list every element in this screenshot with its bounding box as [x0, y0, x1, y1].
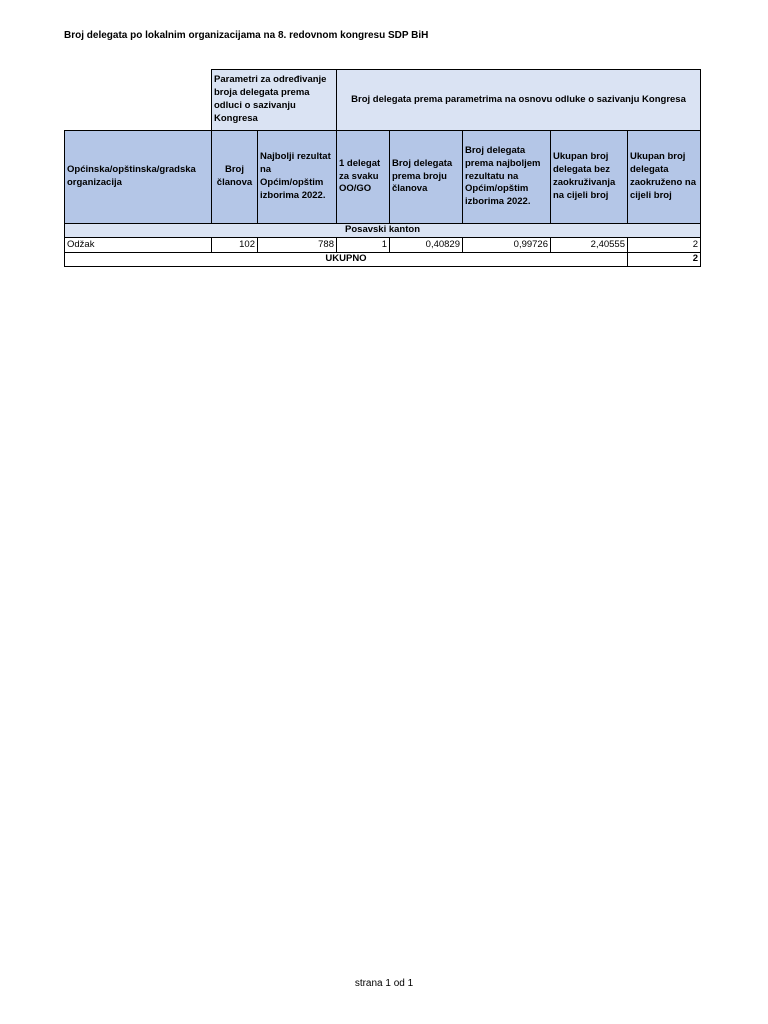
cell-by-result: 0,99726 [463, 238, 551, 253]
section-label: Posavski kanton [65, 224, 701, 238]
cell-members: 102 [212, 238, 258, 253]
empty-corner-cell [65, 70, 212, 131]
page-number: strana 1 od 1 [354, 978, 414, 989]
column-header-organization: Općinska/opštinska/gradska organizacija [65, 131, 212, 224]
parameters-group-header: Parametri za određivanje broja delegata prema odluci o sazivanju Kongresa [212, 70, 337, 131]
cell-base-delegate: 1 [337, 238, 390, 253]
column-header-by-result: Broj delegata prema najboljem rezultatu na Općim/opštim izborima 2022. [463, 131, 551, 224]
group-header-row [65, 70, 701, 131]
document-title: Broj delegata po lokalnim organizacijama na 8. redovnom kongresu SDP BiH [64, 30, 429, 41]
delegates-table [64, 69, 701, 267]
cell-by-members: 0,40829 [390, 238, 463, 253]
total-row [65, 253, 701, 267]
cell-organization: Odžak [65, 238, 212, 253]
total-value: 2 [628, 253, 701, 267]
column-header-row [65, 131, 701, 224]
column-header-best-result: Najbolji rezultat na Općim/opštim izborima 2022. [258, 131, 337, 224]
table-row [65, 238, 701, 253]
cell-total-rounded: 2 [628, 238, 701, 253]
column-header-members: Broj članova [212, 131, 258, 224]
cell-total-unrounded: 2,40555 [551, 238, 628, 253]
column-header-by-members: Broj delegata prema broju članova [390, 131, 463, 224]
delegates-group-header: Broj delegata prema parametrima na osnovu odluke o sazivanju Kongresa [337, 70, 701, 131]
total-label: UKUPNO [65, 253, 628, 267]
column-header-total-rounded: Ukupan broj delegata zaokruženo na cijeli broj [628, 131, 701, 224]
column-header-base-delegate: 1 delegat za svaku OO/GO [337, 131, 390, 224]
column-header-total-unrounded: Ukupan broj delegata bez zaokruživanja na cijeli broj [551, 131, 628, 224]
cell-best-result: 788 [258, 238, 337, 253]
section-row [65, 224, 701, 238]
